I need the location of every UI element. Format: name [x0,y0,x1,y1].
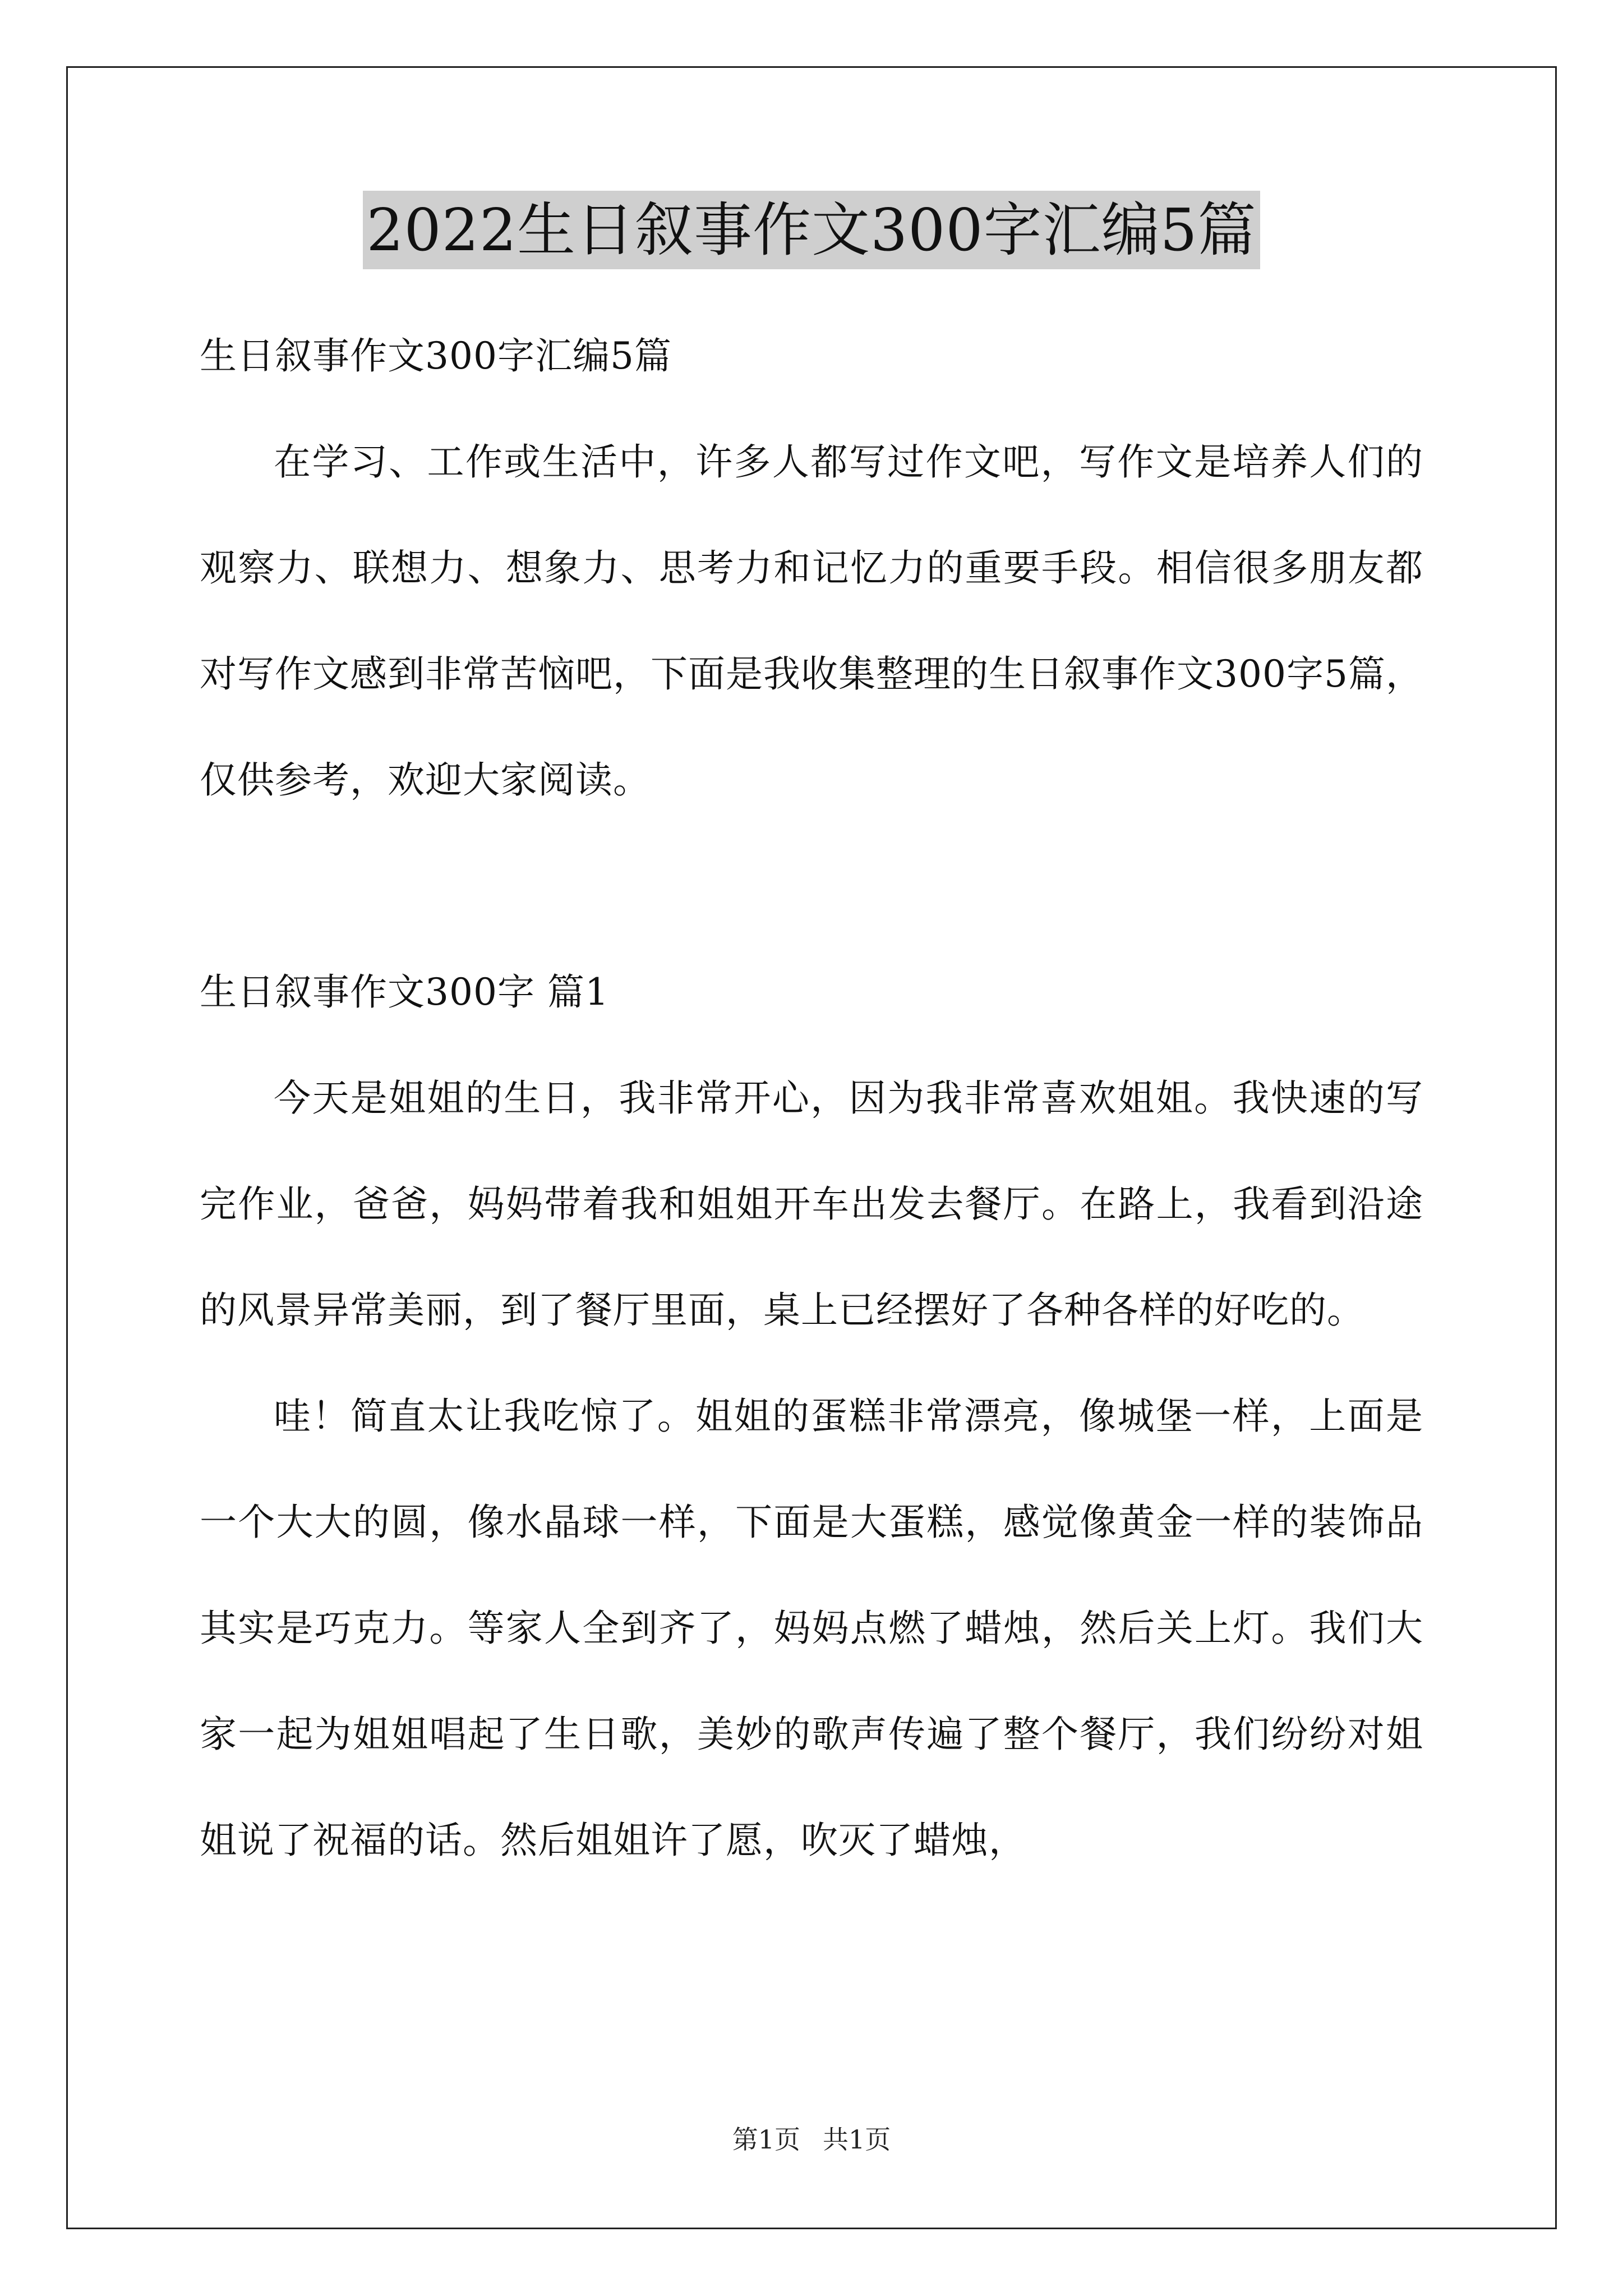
body-paragraph-1: 今天是姐姐的生日，我非常开心，因为我非常喜欢姐姐。我快速的写完作业，爸爸，妈妈带着我和姐姐开车出发去餐厅。在路上，我看到沿途的风景异常美丽，到了餐厅里面，桌上已经摆好了各种各样的好吃的。 [200,1076,1423,1332]
section-heading: 生日叙事作文300字 篇1 [200,970,609,1014]
page-footer [0,2123,1623,2156]
intro-paragraph: 在学习、工作或生活中，许多人都写过作文吧，写作文是培养人们的观察力、联想力、想象力、思考力和记忆力的重要手段。相信很多朋友都对写作文感到非常苦恼吧，下面是我收集整理的生日叙事作文300字5篇，仅供参考，欢迎大家阅读。 [200,440,1423,802]
body-paragraph-2: 哇！简直太让我吃惊了。姐姐的蛋糕非常漂亮，像城堡一样，上面是一个大大的圆，像水晶球一样，下面是大蛋糕，感觉像黄金一样的装饰品其实是巧克力。等家人全到齐了，妈妈点燃了蜡烛，然后关上灯。我们大家一起为姐姐唱起了生日歌，美妙的歌声传遍了整个餐厅，我们纷纷对姐姐说了祝福的话。然后姐姐许了愿，吹灭了蜡烛， [200,1395,1423,1862]
document-subtitle: 生日叙事作文300字汇编5篇 [200,334,672,378]
title-container [0,191,1623,269]
page-number-current: 第1页 [732,2124,800,2155]
document-body [200,303,1423,1893]
page-number-total: 共1页 [823,2124,891,2155]
document-title: 2022生日叙事作文300字汇编5篇 [363,191,1260,269]
